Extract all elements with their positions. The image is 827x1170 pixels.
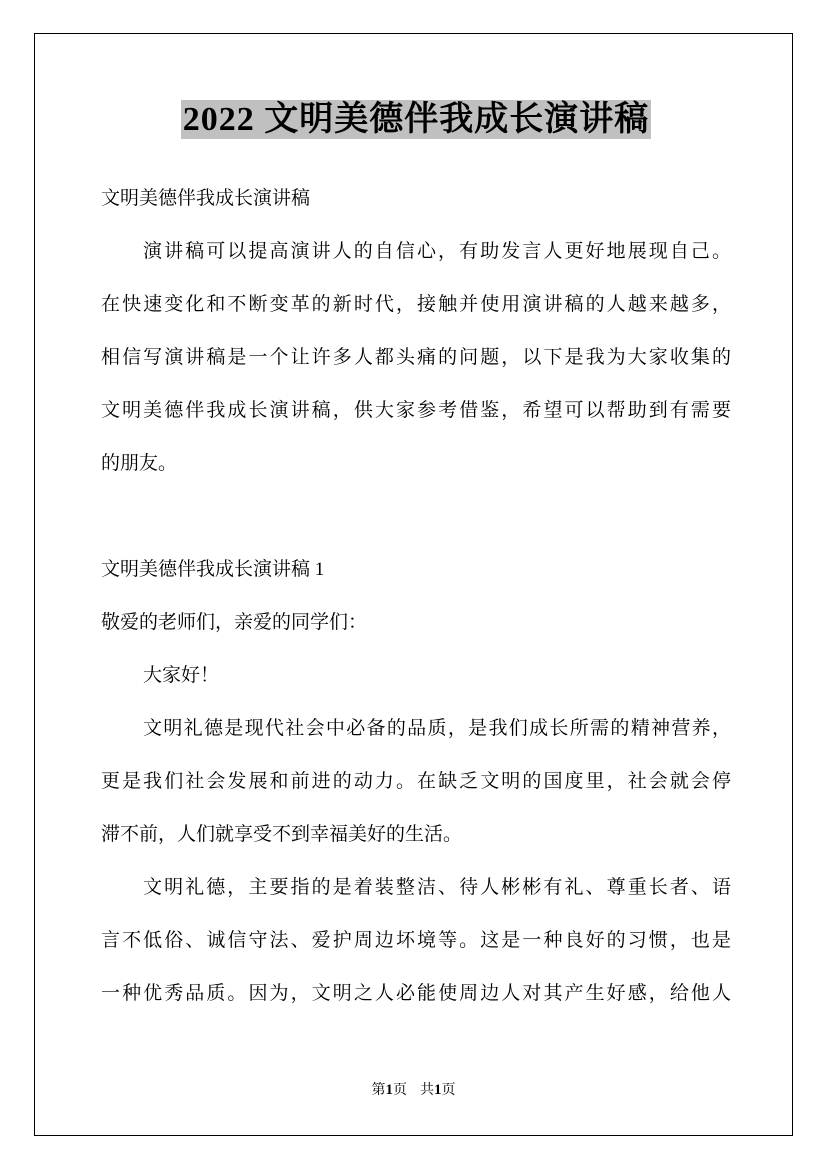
text-line: 演讲稿可以提高演讲人的自信心，有助发言人更好地展现自己。	[143, 241, 731, 262]
title-highlight: 2022 文明美德伴我成长演讲稿	[182, 101, 650, 138]
text-line: 文明礼德是现代社会中必备的品质，是我们成长所需的精神营养，	[143, 718, 731, 739]
text-line: 文明美德伴我成长演讲稿	[101, 188, 311, 209]
text-line: 文明美德伴我成长演讲稿，供大家参考借鉴，希望可以帮助到有需要	[101, 400, 731, 421]
footer-label: 共	[420, 1083, 434, 1098]
document-body	[101, 172, 731, 1020]
footer-page-number: 1	[434, 1082, 442, 1098]
footer-label: 页	[393, 1083, 407, 1098]
text-line: 更是我们社会发展和前进的动力。在缺乏文明的国度里，社会就会停	[101, 771, 731, 792]
blank-line	[101, 490, 731, 543]
document-title	[101, 97, 731, 142]
text-line: 一种优秀品质。因为，文明之人必能使周边人对其产生好感，给他人	[101, 983, 731, 1004]
footer-label: 页	[441, 1083, 456, 1098]
page-border-frame	[34, 33, 793, 1136]
text-line: 相信写演讲稿是一个让许多人都头痛的问题，以下是我为大家收集的	[101, 347, 731, 368]
footer-label: 第	[371, 1083, 386, 1098]
text-line: 在快速变化和不断变革的新时代，接触并使用演讲稿的人越来越多，	[101, 294, 731, 315]
text-line: 文明美德伴我成长演讲稿 1	[101, 559, 325, 580]
text-line: 大家好！	[143, 665, 220, 686]
text-line: 滞不前，人们就享受不到幸福美好的生活。	[101, 824, 463, 845]
text-line: 敬爱的老师们，亲爱的同学们：	[101, 612, 368, 633]
page-content	[35, 34, 792, 1020]
page-footer	[35, 1082, 792, 1099]
text-line: 言不低俗、诚信守法、爱护周边坏境等。这是一种良好的习惯，也是	[101, 930, 731, 951]
footer-page-number: 1	[385, 1082, 393, 1098]
text-line: 的朋友。	[101, 453, 178, 474]
text-line: 文明礼德，主要指的是着装整洁、待人彬彬有礼、尊重长者、语	[143, 877, 731, 898]
